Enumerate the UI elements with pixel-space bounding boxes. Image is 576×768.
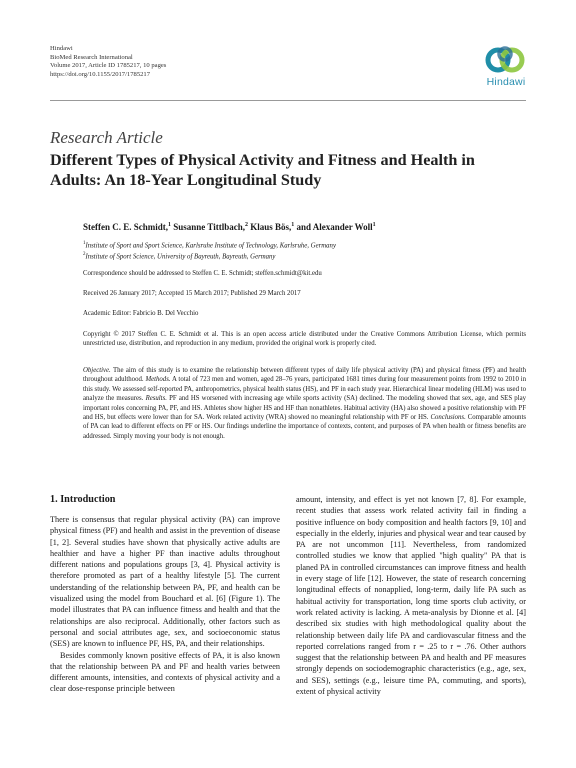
affiliation-text: Institute of Sport and Sport Science, Karlsruhe Institute of Technology, Karlsruhe, Germany — [85, 242, 336, 250]
header-divider — [50, 100, 526, 101]
abstract — [83, 366, 526, 441]
abstract-label: Methods. — [145, 376, 171, 384]
affiliation-text: Institute of Sport Science, University of Bayreuth, Bayreuth, Germany — [85, 253, 276, 261]
affiliation-2: $^2$Institute of Sport Science, University of Bayreuth, Bayreuth, Germany — [83, 252, 276, 261]
journal-name: BioMed Research International — [50, 53, 133, 61]
affiliation-1: $^1$Institute of Sport and Sport Science, Karlsruhe Institute of Technology, Karlsruhe, Germany — [83, 241, 336, 250]
body-column-right — [296, 494, 526, 697]
doi-link[interactable]: https://doi.org/10.1155/2017/1785217 — [50, 70, 151, 78]
paper-title: Different Types of Physical Activity and Fitness and Health in Adults: An 18-Year Longitudinal Study — [50, 151, 475, 189]
author-name: Susanne Tittlbach, — [171, 222, 245, 232]
volume-line: Volume 2017, Article ID 1785217, 10 pages — [50, 62, 167, 70]
author-name: and Alexander Woll — [294, 222, 373, 232]
academic-editor-line: Academic Editor: Fabricio B. Del Vecchio — [83, 310, 199, 317]
author-list — [83, 222, 376, 232]
abstract-text: The aim of this study is to examine the relationship between different types of daily life physical activity (PA) and physical fitness (PF) and health throughout adulthood. — [83, 367, 526, 384]
correspondence-line: Correspondence should be addressed to Steffen C. E. Schmidt; steffen.schmidt@kit.edu — [83, 270, 322, 277]
dates-line: Received 26 January 2017; Accepted 15 March 2017; Published 29 March 2017 — [83, 290, 301, 297]
hindawi-logo-icon — [478, 45, 534, 77]
body-paragraph: Besides commonly known positive effects of PA, it is also known that the relationship between PA and PF and health varies between different amounts, intensities, and contexts of physical activity and a clear dose-response principle between — [50, 650, 280, 694]
publisher-name: Hindawi — [50, 45, 73, 52]
section-heading: 1. Introduction — [50, 494, 116, 505]
author-affiliation-marker: 1 — [372, 222, 376, 228]
abstract-label: Conclusions. — [430, 414, 466, 422]
author-affiliation-marker: 1 — [168, 222, 171, 228]
abstract-label: Results. — [145, 395, 167, 403]
logo-wordmark: Hindawi — [486, 76, 526, 88]
abstract-text: Comparable amounts of PA can lead to different effects on PF or HS. Our findings underline the importance of contexts, content, and purposes of PA when health or fitness benefits are addressed. Simply moving your body is not enough. — [83, 414, 526, 440]
hindawi-logo — [478, 45, 534, 89]
author-affiliation-marker: 2 — [244, 222, 248, 228]
author-name: Steffen C. E. Schmidt, — [83, 222, 168, 232]
author-name: Klaus Bös, — [247, 222, 292, 232]
article-type: Research Article — [50, 128, 163, 147]
copyright-notice: Copyright © 2017 Steffen C. E. Schmidt et al. This is an open access article distributed under the Creative Commons Attribution License, which permits unrestricted use, distribution, and reproduction in any medium, provided the original work is properly cited. — [83, 331, 526, 348]
abstract-label: Objective. — [83, 367, 111, 374]
body-paragraph: There is consensus that regular physical activity (PA) can improve physical fitness (PF) and health and assist in the prevention of disease [1, 2]. Several studies have shown that physically active adults are healthier and have a higher PF than inactive adults throughout different nations and populations groups [3, 4]. Physical activity is therefore promoted as part of a healthy lifestyle [5]. The current understanding of the relationship between PA, PF, and health can be visualized using the model from Bouchard et al. [6] (Figure 1). The model illustrates that PA can influence fitness and health and that the relationships are also reciprocal. Additionally, other factors such as personal and social attributes age, sex, and socioeconomic status (SES) are known to influence PF, HS, PA, and their relationships. — [50, 515, 280, 649]
body-paragraph: amount, intensity, and effect is yet not known [7, 8]. For example, recent studies that assess work related activity fail in finding a positive influence on body composition and health factors [9, 10] and especially in the elderly, injuries and physical wear and tear caused by PA are not uncommon [11]. Nevertheless, from randomized controlled studies we know that applied "high quality" PA that is planed PA in controlled circumstances can improve fitness and health in every stage of life [12]. However, the state of research concerning longitudinal effects of nonapplied, long-term, daily life PA such as habitual activity for transportation, long time sports club activity, or work related activity is lacking. A meta-analysis by Dionne et al. [4] described six studies with high methodological quality about the relationship between daily life PA and cardiovascular fitness and the reported correlations ranged from r = .25 to r = .76. Other authors suggest that the relationship between PA and health and PF measures strongly depends on sociodemographic characteristics (e.g., age, sex, and SES), settings (e.g., leisure time PA, commuting, and sports), extent of physical activity — [296, 495, 526, 697]
journal-meta — [50, 45, 166, 79]
body-column-left — [50, 514, 280, 695]
author-affiliation-marker: 1 — [291, 222, 295, 228]
abstract-text: PF and HS worsened with increasing age while sports activity (SA) declined. The modeling showed that sex, age, and SES play important roles concerning PA, PF, and HS. Athletes show higher HS and HF than nonathletes. Habitual activity (HA) also showed a positive relationship with PF and HS, but effects were lower than for SA. Work related activity (WRA) showed no meaningful relationship with PF or HS. — [83, 395, 526, 422]
abstract-text: A total of 723 men and women, aged 28–76 years, participated 1681 times during four measurement points from 1992 to 2010 in this study. We assessed self-reported PA, anthropometrics, physical health status (HS), and PF in each study year. Hierarchical linear modeling (HLM) was used to analyze the measures. — [83, 376, 526, 403]
